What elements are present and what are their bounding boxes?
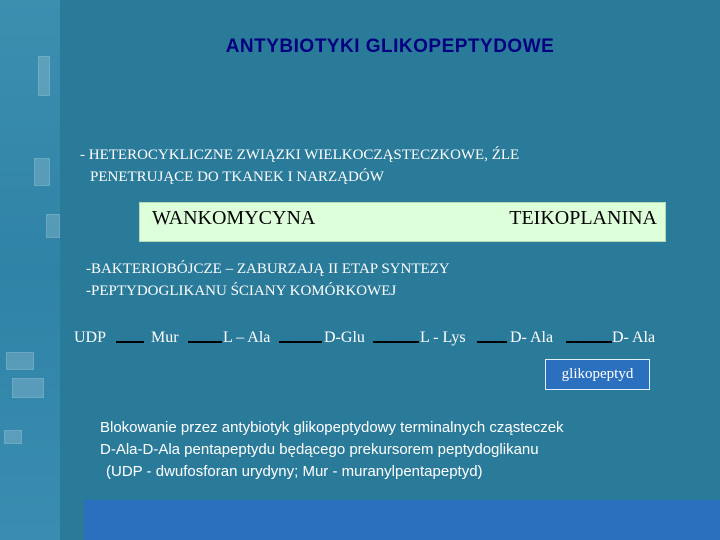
sequence-d-ala-1: D- Ala <box>510 329 554 346</box>
sequence-l-lys: L - Lys <box>420 329 466 346</box>
decorative-block <box>34 158 50 186</box>
bond-line <box>188 341 222 343</box>
decorative-block <box>4 430 22 444</box>
decorative-block <box>6 352 34 370</box>
sequence-mur: Mur <box>151 329 179 346</box>
drug-box <box>139 202 666 242</box>
heterocyclic-text <box>80 144 700 188</box>
bond-line <box>566 341 612 343</box>
bacteriocidal-text <box>86 258 706 302</box>
sequence-d-glu: D-Glu <box>324 329 365 346</box>
bond-line <box>373 341 419 343</box>
heterocyclic-line: - HETEROCYKLICZNE ZWIĄZKI WIELKOCZĄSTECZKOWE, ŹLE <box>80 147 520 163</box>
sequence-d-ala-2: D- Ala <box>612 329 656 346</box>
glycopeptide-label: glikopeptyd <box>545 359 650 390</box>
left-decorative-strip <box>0 0 60 540</box>
note-line: Blokowanie przez antybiotyk glikopeptydowy terminalnych cząsteczek <box>100 419 564 436</box>
peptide-sequence <box>0 329 720 353</box>
slide-title: ANTYBIOTYKI GLIKOPEPTYDOWE <box>225 36 555 57</box>
bond-line <box>477 341 507 343</box>
drug-teicoplanin: TEIKOPLANINA <box>509 207 657 229</box>
bacteriocidal-line: -PEPTYDOGLIKANU ŚCIANY KOMÓRKOWEJ <box>86 283 397 299</box>
decorative-block <box>38 56 50 96</box>
bond-line <box>279 341 322 343</box>
sequence-udp: UDP <box>74 329 107 346</box>
drug-vancomycin: WANKOMYCYNA <box>152 207 316 229</box>
decorative-block <box>46 214 60 238</box>
explanation-note <box>100 417 710 483</box>
sequence-l-ala: L – Ala <box>223 329 271 346</box>
note-line: D-Ala-D-Ala pentapeptydu będącego prekursorem peptydoglikanu <box>100 441 539 458</box>
bottom-bar <box>84 500 720 540</box>
decorative-block <box>12 378 44 398</box>
bacteriocidal-line: -BAKTERIOBÓJCZE – ZABURZAJĄ II ETAP SYNTEZY <box>86 261 450 277</box>
note-line: (UDP - dwufosforan urydyny; Mur - muranylpentapeptyd) <box>106 463 483 480</box>
bond-line <box>116 341 144 343</box>
heterocyclic-line: PENETRUJĄCE DO TKANEK I NARZĄDÓW <box>90 169 384 185</box>
